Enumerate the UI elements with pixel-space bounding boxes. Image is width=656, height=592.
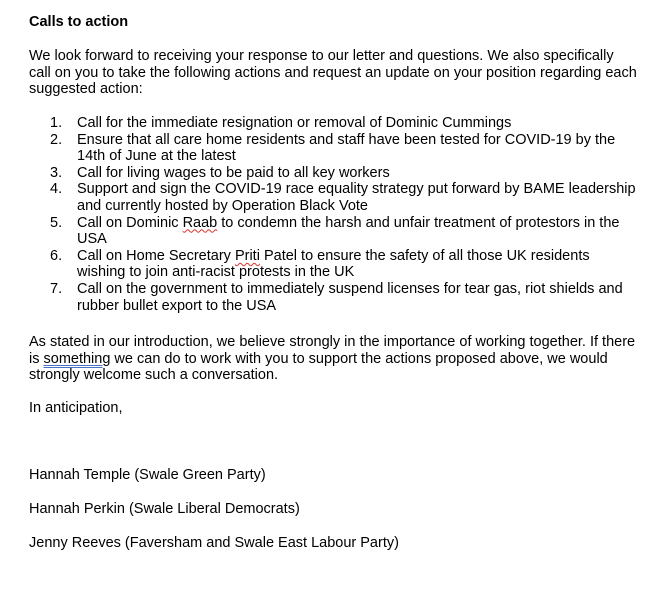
list-number: 1. xyxy=(50,115,63,131)
spelling-flagged-word[interactable]: Priti xyxy=(234,247,260,264)
text-run: As stated in our introduction, we believe strongly in the importance of working together. If there is xyxy=(29,334,636,367)
closing-paragraph xyxy=(29,334,639,384)
list-number: 3. xyxy=(50,164,63,181)
list-number: 7. xyxy=(50,280,63,297)
text-run: Patel to ensure the safety of all those UK residents wishing to join anti-racist protests in the UK xyxy=(77,247,590,281)
list-number: 4. xyxy=(50,181,63,198)
signatory: Hannah Perkin (Swale Liberal Democrats) xyxy=(29,501,300,517)
list-item xyxy=(50,132,640,165)
list-item-text: Call on the government to immediately suspend licenses for tear gas, riot shields and rubber bullet export to the USA xyxy=(77,280,623,314)
list-item-text: Call for the immediate resignation or removal of Dominic Cummings xyxy=(77,115,512,131)
list-item xyxy=(50,248,640,281)
grammar-flagged-word[interactable]: something xyxy=(43,350,111,367)
sign-off: In anticipation, xyxy=(29,400,123,416)
list-item-text: Support and sign the COVID-19 race equality strategy put forward by BAME leadership and currently hosted by Operation Black Vote xyxy=(77,181,636,214)
actions-list xyxy=(50,115,640,314)
text-run: to condemn the harsh and unfair treatment of protestors in the USA xyxy=(77,214,620,248)
list-item xyxy=(50,115,640,132)
list-number: 5. xyxy=(50,214,63,231)
text-run: we can do to work with you to support the actions proposed above, we would strongly welcome such a conversation. xyxy=(29,350,608,384)
list-item-text: Call for living wages to be paid to all key workers xyxy=(77,164,390,181)
list-item xyxy=(50,181,640,214)
list-number: 2. xyxy=(50,131,63,148)
list-item-text: Ensure that all care home residents and staff have been tested for COVID-19 by the 14th of June at the latest xyxy=(77,131,616,165)
section-heading: Calls to action xyxy=(29,14,129,30)
text-run: Call on Dominic xyxy=(77,214,183,231)
intro-paragraph: We look forward to receiving your response to our letter and questions. We also specifically call on you to take the following actions and request an update on your position regarding each suggested action: xyxy=(29,48,637,98)
list-item xyxy=(50,215,640,248)
list-item xyxy=(50,281,640,314)
signatory: Jenny Reeves (Faversham and Swale East Labour Party) xyxy=(29,535,399,551)
list-item xyxy=(50,165,640,182)
signatory: Hannah Temple (Swale Green Party) xyxy=(29,467,266,483)
text-run: Call on Home Secretary xyxy=(77,247,235,264)
list-item-text xyxy=(77,248,590,281)
list-item-text xyxy=(77,215,619,248)
list-number: 6. xyxy=(50,247,63,264)
spelling-flagged-word[interactable]: Raab xyxy=(182,214,218,231)
